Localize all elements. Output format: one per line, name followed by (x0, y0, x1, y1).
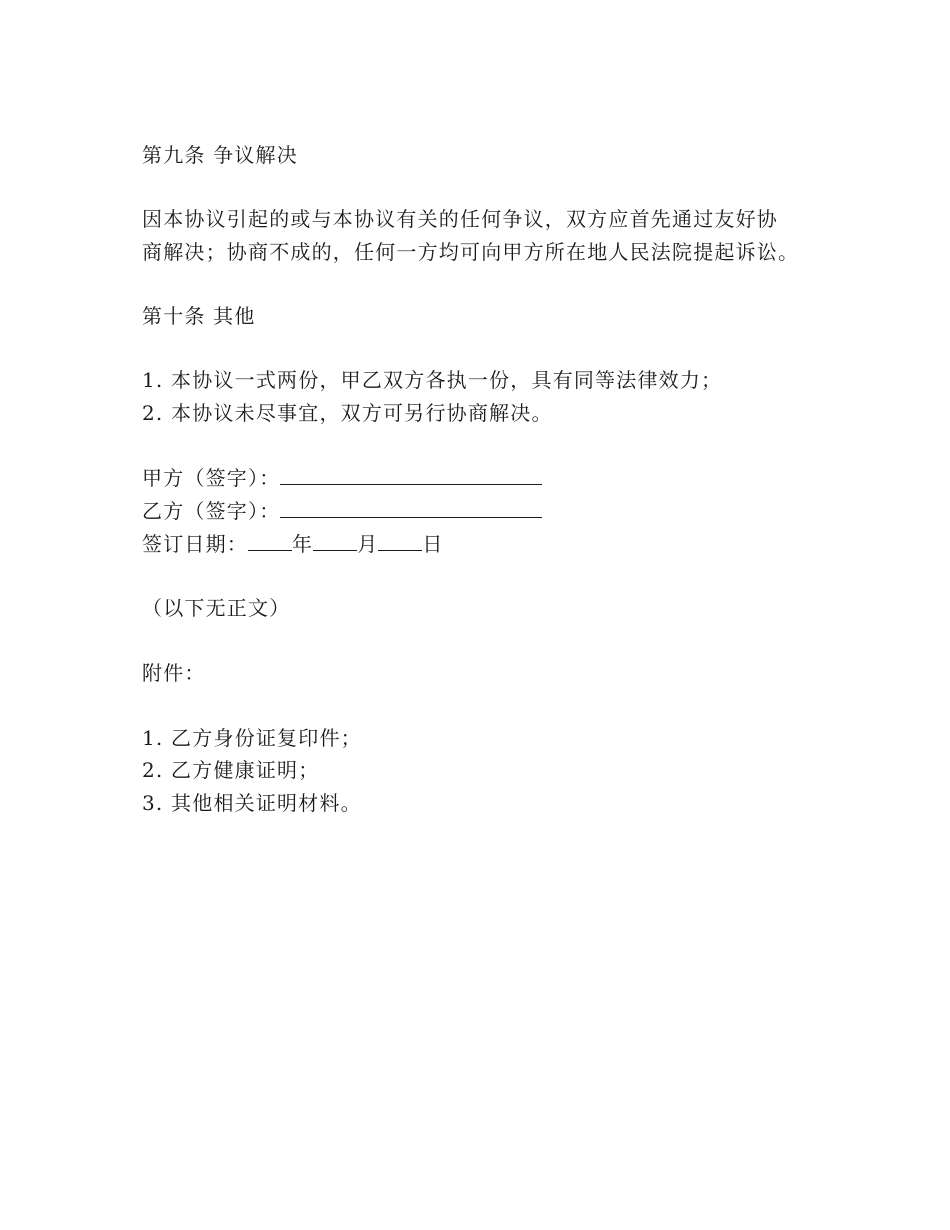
day-blank (378, 532, 422, 551)
party-b-signature-line (142, 499, 542, 523)
year-label: 年 (292, 532, 314, 556)
signing-date-line (142, 532, 444, 556)
party-b-label: 乙方（签字）： (142, 499, 281, 523)
party-a-signature-blank (280, 466, 542, 485)
article-9-paragraph-line-1: 因本协议引起的或与本协议有关的任何争议，双方应首先通过友好协 (142, 207, 778, 231)
party-a-label: 甲方（签字）： (142, 466, 281, 490)
date-label: 签订日期： (142, 532, 248, 556)
attachment-item-3: 3. 其他相关证明材料。 (142, 791, 362, 815)
article-10-heading: 第十条 其他 (142, 304, 256, 328)
article-10-item-1: 1. 本协议一式两份，甲乙双方各执一份，具有同等法律效力； (142, 368, 723, 392)
day-label: 日 (422, 532, 444, 556)
attachment-item-2: 2. 乙方健康证明； (142, 758, 320, 782)
month-label: 月 (357, 532, 379, 556)
year-blank (248, 532, 292, 551)
article-9-heading: 第九条 争议解决 (142, 143, 298, 167)
attachment-item-1: 1. 乙方身份证复印件； (142, 726, 362, 750)
attachments-heading: 附件： (142, 661, 206, 685)
article-9-paragraph-line-2: 商解决；协商不成的，任何一方均可向甲方所在地人民法院提起诉讼。 (142, 240, 800, 264)
party-a-signature-line (142, 466, 542, 490)
end-of-text-note: （以下无正文） (142, 596, 291, 620)
month-blank (313, 532, 357, 551)
article-10-item-2: 2. 本协议未尽事宜，双方可另行协商解决。 (142, 401, 553, 425)
party-b-signature-blank (280, 499, 542, 518)
